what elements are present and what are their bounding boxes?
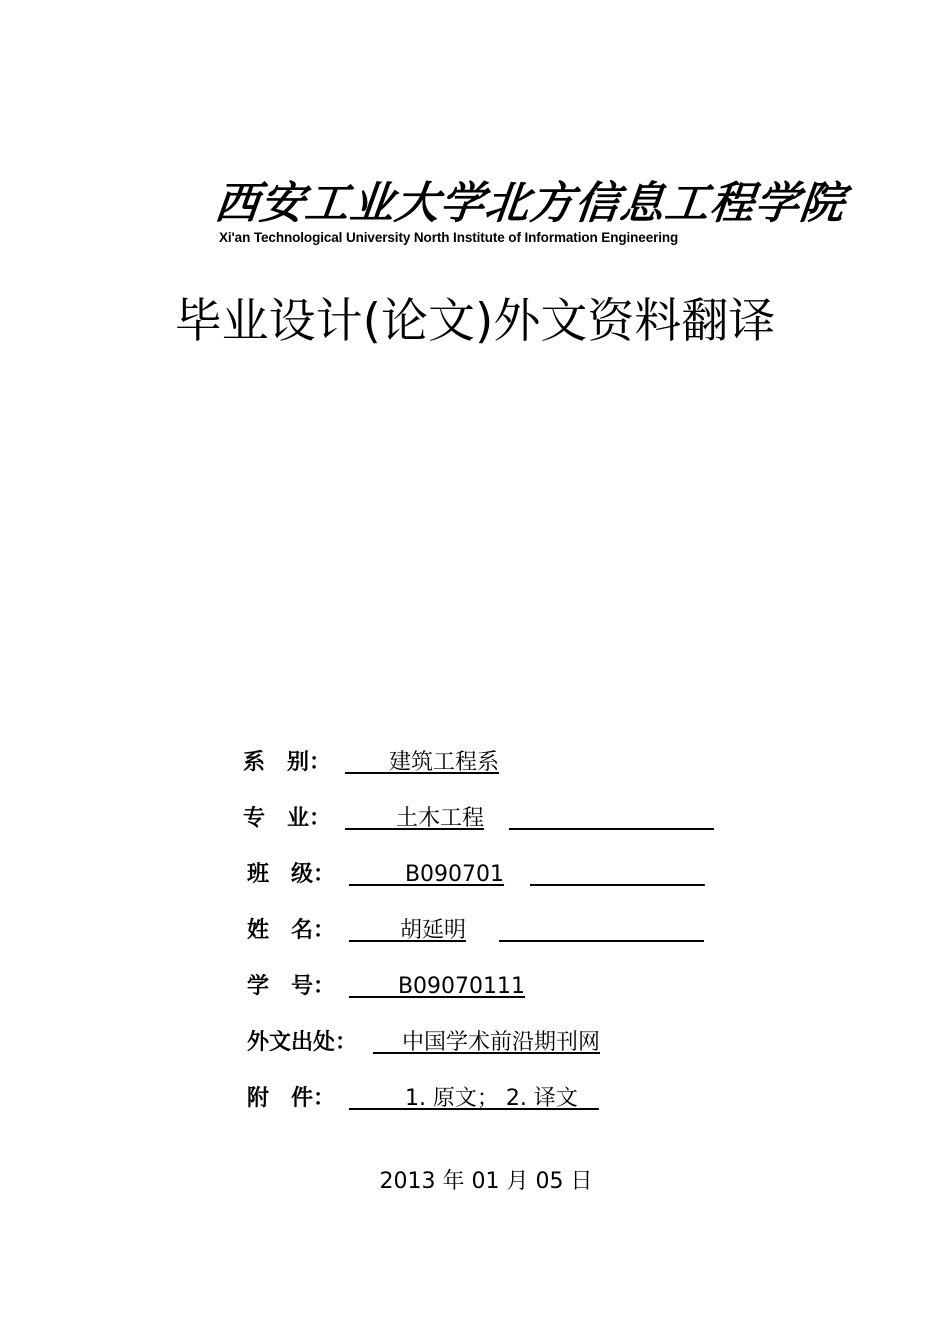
document-title: 毕业设计(论文)外文资料翻译 — [174, 294, 776, 349]
field-value-underline — [499, 914, 704, 948]
field-value-underline — [530, 858, 705, 892]
field-value: 土木工程 — [345, 806, 484, 831]
field-attachments — [247, 1082, 727, 1116]
field-value: 中国学术前沿期刊网 — [373, 1030, 600, 1055]
field-label: 姓 名： — [247, 918, 336, 943]
field-value: 胡延明 — [349, 918, 466, 943]
field-label: 系 别： — [243, 750, 332, 775]
field-value: 建筑工程系 — [345, 750, 500, 775]
field-name — [247, 914, 727, 948]
field-class — [247, 858, 747, 892]
field-label: 外文出处： — [247, 1030, 358, 1055]
field-value: 1. 原文； 2. 译文 — [349, 1086, 599, 1111]
school-logo-chinese: 西安工业大学北方信息工程学院 — [212, 178, 848, 229]
field-source — [247, 1026, 727, 1060]
field-value: B090701 — [349, 862, 505, 887]
field-label: 专 业： — [243, 806, 332, 831]
school-logo-english: Xi'an Technological University North Institute of Information Engineering — [219, 230, 679, 245]
field-label: 班 级： — [247, 862, 336, 887]
field-label: 附 件： — [247, 1086, 336, 1111]
field-label: 学 号： — [247, 974, 336, 999]
field-value-underline — [509, 802, 714, 836]
field-major — [243, 802, 723, 836]
field-student-id — [247, 970, 727, 1004]
field-value: B09070111 — [349, 974, 526, 999]
field-department — [243, 746, 723, 780]
document-date: 2013 年 01 月 05 日 — [379, 1169, 593, 1194]
